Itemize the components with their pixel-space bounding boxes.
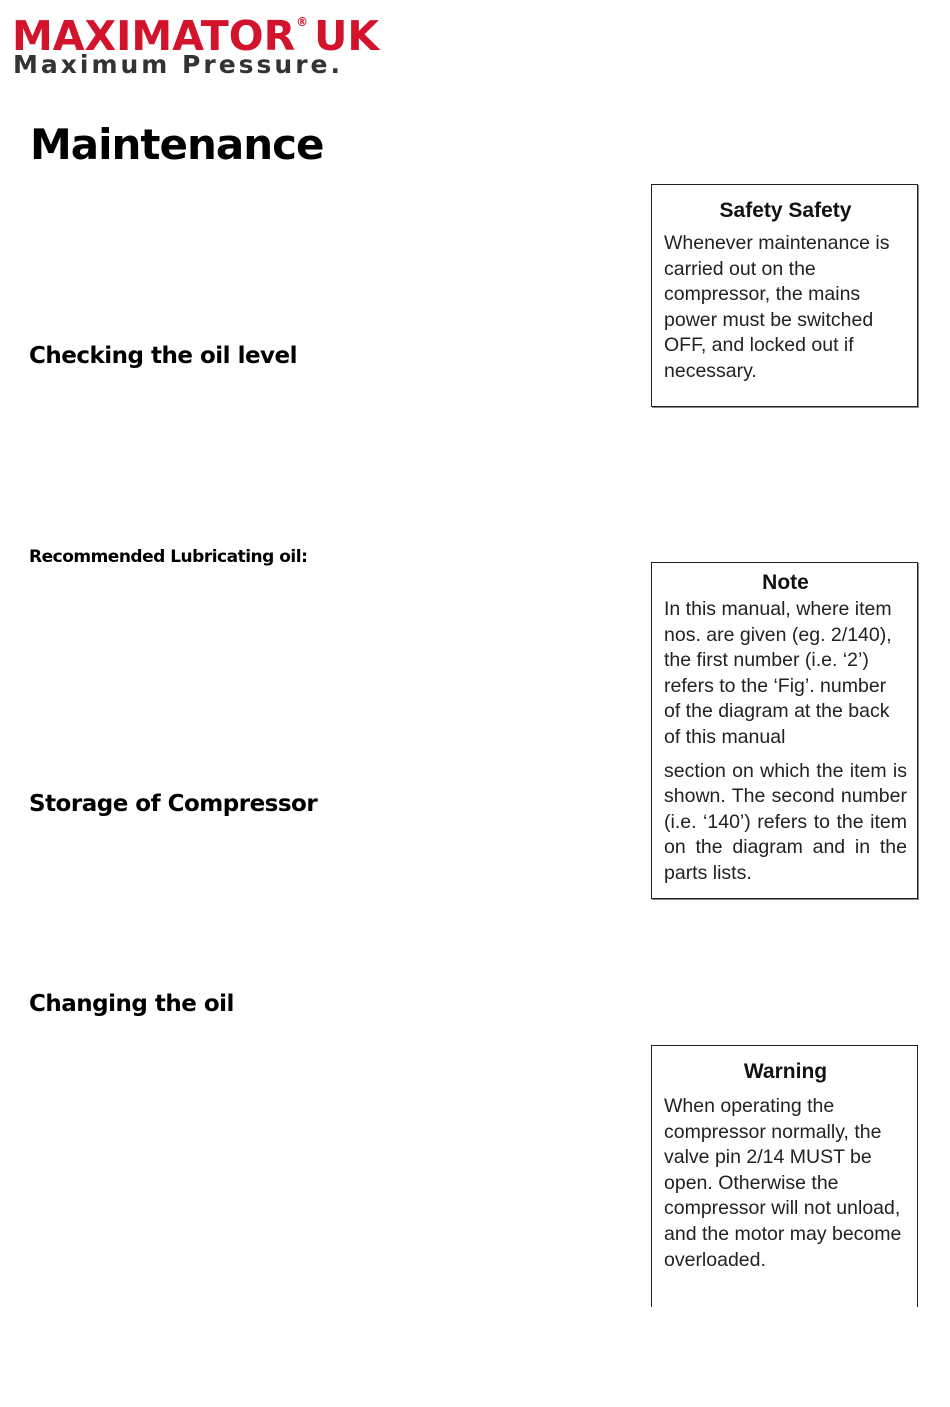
note-callout-body-part1: In this manual, where item nos. are given (eg. 2/140), the first number (i.e. ‘2’) refers to the ‘Fig’. number of the diagram at the back of this manual	[664, 598, 892, 748]
warning-callout-body: When operating the compressor normally, the valve pin 2/14 MUST be open. Otherwise the compressor will not unload, and the motor may become overloaded.	[664, 1095, 902, 1271]
note-callout-title: Note	[762, 571, 809, 594]
note-callout	[651, 562, 918, 899]
heading-checking-oil-level: Checking the oil level	[29, 343, 298, 369]
heading-changing-the-oil: Changing the oil	[29, 991, 234, 1017]
warning-callout-title: Warning	[743, 1060, 828, 1083]
note-callout-body-part2: section on which the item is shown. The second number (i.e. ‘140’) refers to the item on the diagram and in the parts lists.	[664, 759, 907, 884]
logo-region-text: UK	[314, 12, 380, 60]
logo-brand-text: MAXIMATOR	[12, 12, 296, 60]
warning-callout	[651, 1045, 918, 1307]
heading-storage-of-compressor: Storage of Compressor	[29, 791, 318, 817]
logo-registered-mark: ®	[296, 15, 309, 29]
page-title: Maintenance	[30, 120, 324, 169]
safety-callout-title: Safety Safety	[719, 199, 852, 222]
safety-callout	[651, 184, 918, 407]
heading-recommended-lubricating-oil: Recommended Lubricating oil:	[29, 547, 308, 567]
logo-tagline: Maximum Pressure.	[13, 50, 343, 79]
safety-callout-body: Whenever maintenance is carried out on the compressor, the mains power must be switched OFF, and locked out if necessary.	[664, 232, 890, 382]
